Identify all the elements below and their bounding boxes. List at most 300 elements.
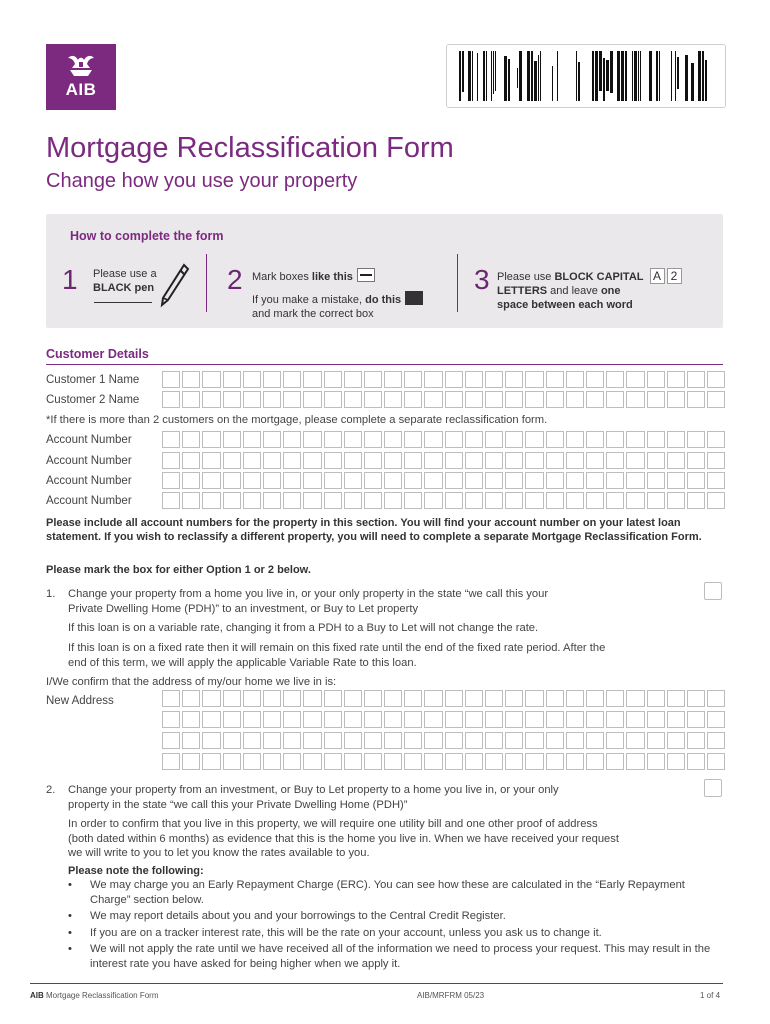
- character-box[interactable]: [647, 472, 665, 489]
- character-box[interactable]: [465, 391, 483, 408]
- character-box[interactable]: [263, 732, 281, 749]
- barcode-graphic: [459, 51, 715, 101]
- character-box[interactable]: [424, 472, 442, 489]
- step-3-line2: [497, 285, 717, 299]
- character-box[interactable]: [525, 690, 543, 707]
- character-box[interactable]: [182, 753, 200, 770]
- character-box[interactable]: [404, 711, 422, 728]
- character-box[interactable]: [485, 753, 503, 770]
- character-box[interactable]: [445, 732, 463, 749]
- character-box[interactable]: [162, 431, 180, 448]
- character-box[interactable]: [445, 492, 463, 509]
- character-box[interactable]: [364, 690, 382, 707]
- character-box[interactable]: [485, 711, 503, 728]
- character-box[interactable]: [303, 391, 321, 408]
- character-box[interactable]: [303, 431, 321, 448]
- character-box[interactable]: [647, 371, 665, 388]
- character-box[interactable]: [546, 711, 564, 728]
- character-box[interactable]: [202, 371, 220, 388]
- character-box[interactable]: [283, 472, 301, 489]
- character-box[interactable]: [384, 711, 402, 728]
- character-box[interactable]: [303, 711, 321, 728]
- character-box[interactable]: [424, 452, 442, 469]
- character-box[interactable]: [647, 391, 665, 408]
- character-box[interactable]: [626, 711, 644, 728]
- character-box[interactable]: [243, 492, 261, 509]
- character-box[interactable]: [344, 711, 362, 728]
- character-box[interactable]: [303, 690, 321, 707]
- character-box[interactable]: [424, 732, 442, 749]
- character-box[interactable]: [525, 753, 543, 770]
- new-address-field-row-2[interactable]: [162, 711, 727, 728]
- character-box[interactable]: [324, 431, 342, 448]
- character-box[interactable]: [566, 391, 584, 408]
- character-box[interactable]: [586, 472, 604, 489]
- character-box[interactable]: [223, 452, 241, 469]
- character-box[interactable]: [606, 371, 624, 388]
- character-box[interactable]: [707, 711, 725, 728]
- character-box[interactable]: [485, 492, 503, 509]
- account-number-2-field[interactable]: [162, 452, 727, 469]
- account-number-1-field[interactable]: [162, 431, 727, 448]
- character-box[interactable]: [485, 732, 503, 749]
- character-box[interactable]: [525, 431, 543, 448]
- character-box[interactable]: [667, 690, 685, 707]
- character-box[interactable]: [667, 371, 685, 388]
- character-box[interactable]: [364, 391, 382, 408]
- character-box[interactable]: [344, 690, 362, 707]
- character-box[interactable]: [243, 753, 261, 770]
- character-box[interactable]: [626, 690, 644, 707]
- character-box[interactable]: [687, 371, 705, 388]
- character-box[interactable]: [202, 732, 220, 749]
- character-box[interactable]: [324, 753, 342, 770]
- character-box[interactable]: [505, 391, 523, 408]
- character-box[interactable]: [303, 753, 321, 770]
- character-box[interactable]: [667, 391, 685, 408]
- character-box[interactable]: [283, 753, 301, 770]
- character-box[interactable]: [525, 732, 543, 749]
- character-box[interactable]: [707, 492, 725, 509]
- character-box[interactable]: [182, 391, 200, 408]
- character-box[interactable]: [546, 452, 564, 469]
- character-box[interactable]: [465, 732, 483, 749]
- character-box[interactable]: [687, 753, 705, 770]
- character-box[interactable]: [606, 431, 624, 448]
- character-box[interactable]: [283, 690, 301, 707]
- character-box[interactable]: [525, 472, 543, 489]
- character-box[interactable]: [606, 472, 624, 489]
- character-box[interactable]: [384, 431, 402, 448]
- character-box[interactable]: [667, 472, 685, 489]
- character-box[interactable]: [586, 391, 604, 408]
- character-box[interactable]: [384, 472, 402, 489]
- account-number-4-field[interactable]: [162, 492, 727, 509]
- character-box[interactable]: [687, 452, 705, 469]
- character-box[interactable]: [626, 431, 644, 448]
- character-box[interactable]: [647, 690, 665, 707]
- new-address-field-row-3[interactable]: [162, 732, 727, 749]
- character-box[interactable]: [283, 431, 301, 448]
- character-box[interactable]: [384, 452, 402, 469]
- character-box[interactable]: [263, 472, 281, 489]
- character-box[interactable]: [162, 690, 180, 707]
- character-box[interactable]: [505, 431, 523, 448]
- character-box[interactable]: [505, 732, 523, 749]
- character-box[interactable]: [202, 452, 220, 469]
- character-box[interactable]: [404, 391, 422, 408]
- character-box[interactable]: [667, 431, 685, 448]
- character-box[interactable]: [324, 371, 342, 388]
- character-box[interactable]: [626, 452, 644, 469]
- character-box[interactable]: [525, 371, 543, 388]
- character-box[interactable]: [586, 711, 604, 728]
- character-box[interactable]: [445, 452, 463, 469]
- character-box[interactable]: [364, 431, 382, 448]
- character-box[interactable]: [707, 753, 725, 770]
- character-box[interactable]: [283, 732, 301, 749]
- character-box[interactable]: [303, 452, 321, 469]
- character-box[interactable]: [626, 753, 644, 770]
- character-box[interactable]: [525, 711, 543, 728]
- character-box[interactable]: [485, 391, 503, 408]
- character-box[interactable]: [364, 452, 382, 469]
- character-box[interactable]: [546, 472, 564, 489]
- character-box[interactable]: [162, 472, 180, 489]
- character-box[interactable]: [243, 711, 261, 728]
- character-box[interactable]: [667, 492, 685, 509]
- character-box[interactable]: [687, 391, 705, 408]
- character-box[interactable]: [182, 690, 200, 707]
- character-box[interactable]: [505, 690, 523, 707]
- character-box[interactable]: [424, 371, 442, 388]
- barcode-bar: [552, 66, 553, 101]
- character-box[interactable]: [626, 391, 644, 408]
- character-box[interactable]: [707, 431, 725, 448]
- character-box[interactable]: [263, 492, 281, 509]
- character-box[interactable]: [243, 472, 261, 489]
- character-box[interactable]: [384, 753, 402, 770]
- character-box[interactable]: [586, 431, 604, 448]
- character-box[interactable]: [324, 711, 342, 728]
- character-box[interactable]: [505, 711, 523, 728]
- character-box[interactable]: [324, 472, 342, 489]
- character-box[interactable]: [606, 391, 624, 408]
- character-box[interactable]: [283, 452, 301, 469]
- character-box[interactable]: [647, 732, 665, 749]
- character-box[interactable]: [344, 371, 362, 388]
- character-box[interactable]: [202, 431, 220, 448]
- character-box[interactable]: [566, 732, 584, 749]
- character-box[interactable]: [465, 753, 483, 770]
- character-box[interactable]: [586, 452, 604, 469]
- character-box[interactable]: [324, 690, 342, 707]
- character-box[interactable]: [344, 452, 362, 469]
- character-box[interactable]: [687, 472, 705, 489]
- step-2-bold: like this: [311, 271, 353, 283]
- character-box[interactable]: [606, 690, 624, 707]
- character-box[interactable]: [465, 711, 483, 728]
- character-box[interactable]: [566, 371, 584, 388]
- character-box[interactable]: [303, 732, 321, 749]
- character-box[interactable]: [344, 732, 362, 749]
- character-box[interactable]: [445, 690, 463, 707]
- character-box[interactable]: [626, 371, 644, 388]
- character-box[interactable]: [707, 732, 725, 749]
- character-box[interactable]: [162, 711, 180, 728]
- character-box[interactable]: [566, 690, 584, 707]
- character-box[interactable]: [445, 711, 463, 728]
- character-box[interactable]: [626, 492, 644, 509]
- customer-1-name-field[interactable]: [162, 371, 727, 388]
- character-box[interactable]: [445, 753, 463, 770]
- character-box[interactable]: [566, 452, 584, 469]
- character-box[interactable]: [344, 492, 362, 509]
- character-box[interactable]: [647, 753, 665, 770]
- character-box[interactable]: [546, 391, 564, 408]
- character-box[interactable]: [707, 391, 725, 408]
- character-box[interactable]: [303, 371, 321, 388]
- option-1-checkbox[interactable]: [704, 582, 722, 600]
- character-box[interactable]: [162, 492, 180, 509]
- character-box[interactable]: [606, 711, 624, 728]
- section-divider: [46, 364, 723, 365]
- character-box[interactable]: [626, 732, 644, 749]
- character-box[interactable]: [263, 371, 281, 388]
- character-box[interactable]: [182, 711, 200, 728]
- character-box[interactable]: [223, 732, 241, 749]
- character-box[interactable]: [687, 732, 705, 749]
- character-box[interactable]: [404, 732, 422, 749]
- character-box[interactable]: [263, 753, 281, 770]
- character-box[interactable]: [606, 452, 624, 469]
- character-box[interactable]: [606, 492, 624, 509]
- character-box[interactable]: [202, 753, 220, 770]
- character-box[interactable]: [223, 753, 241, 770]
- character-box[interactable]: [586, 753, 604, 770]
- character-box[interactable]: [525, 492, 543, 509]
- character-box[interactable]: [223, 492, 241, 509]
- character-box[interactable]: [566, 472, 584, 489]
- character-box[interactable]: [424, 753, 442, 770]
- character-box[interactable]: [404, 431, 422, 448]
- character-box[interactable]: [344, 472, 362, 489]
- character-box[interactable]: [404, 753, 422, 770]
- character-box[interactable]: [445, 472, 463, 489]
- character-box[interactable]: [364, 371, 382, 388]
- character-box[interactable]: [424, 711, 442, 728]
- character-box[interactable]: [162, 732, 180, 749]
- character-box[interactable]: [485, 472, 503, 489]
- character-box[interactable]: [223, 371, 241, 388]
- character-box[interactable]: [505, 472, 523, 489]
- character-box[interactable]: [546, 492, 564, 509]
- character-box[interactable]: [586, 690, 604, 707]
- character-box[interactable]: [707, 472, 725, 489]
- character-box[interactable]: [465, 371, 483, 388]
- character-box[interactable]: [667, 732, 685, 749]
- character-box[interactable]: [223, 391, 241, 408]
- character-box[interactable]: [162, 452, 180, 469]
- character-box[interactable]: [202, 391, 220, 408]
- character-box[interactable]: [182, 431, 200, 448]
- character-box[interactable]: [324, 452, 342, 469]
- character-box[interactable]: [223, 431, 241, 448]
- character-box[interactable]: [243, 371, 261, 388]
- character-box[interactable]: [364, 753, 382, 770]
- character-box[interactable]: [465, 472, 483, 489]
- character-box[interactable]: [364, 711, 382, 728]
- character-box[interactable]: [243, 391, 261, 408]
- character-box[interactable]: [465, 492, 483, 509]
- character-box[interactable]: [546, 753, 564, 770]
- character-box[interactable]: [566, 431, 584, 448]
- character-box[interactable]: [283, 711, 301, 728]
- character-box[interactable]: [445, 391, 463, 408]
- character-box[interactable]: [505, 371, 523, 388]
- character-box[interactable]: [586, 371, 604, 388]
- character-box[interactable]: [384, 492, 402, 509]
- character-box[interactable]: [647, 431, 665, 448]
- character-box[interactable]: [424, 690, 442, 707]
- character-box[interactable]: [525, 452, 543, 469]
- character-box[interactable]: [546, 371, 564, 388]
- character-box[interactable]: [344, 431, 362, 448]
- character-box[interactable]: [586, 492, 604, 509]
- character-box[interactable]: [243, 452, 261, 469]
- character-box[interactable]: [424, 431, 442, 448]
- character-box[interactable]: [182, 472, 200, 489]
- new-address-field-row-4[interactable]: [162, 753, 727, 770]
- character-box[interactable]: [667, 711, 685, 728]
- character-box[interactable]: [525, 391, 543, 408]
- character-box[interactable]: [243, 431, 261, 448]
- character-box[interactable]: [667, 753, 685, 770]
- character-box[interactable]: [324, 391, 342, 408]
- character-box[interactable]: [283, 391, 301, 408]
- character-box[interactable]: [243, 732, 261, 749]
- character-box[interactable]: [546, 732, 564, 749]
- character-box[interactable]: [303, 472, 321, 489]
- character-box[interactable]: [263, 431, 281, 448]
- character-box[interactable]: [546, 690, 564, 707]
- character-box[interactable]: [182, 452, 200, 469]
- character-box[interactable]: [404, 371, 422, 388]
- character-box[interactable]: [202, 711, 220, 728]
- character-box[interactable]: [465, 452, 483, 469]
- character-box[interactable]: [546, 431, 564, 448]
- character-box[interactable]: [223, 472, 241, 489]
- character-box[interactable]: [324, 492, 342, 509]
- character-box[interactable]: [424, 391, 442, 408]
- barcode-bar: [504, 56, 507, 101]
- character-box[interactable]: [485, 690, 503, 707]
- character-box[interactable]: [465, 690, 483, 707]
- step-divider-2: [457, 254, 458, 312]
- character-box[interactable]: [485, 452, 503, 469]
- character-box[interactable]: [404, 452, 422, 469]
- character-box[interactable]: [182, 371, 200, 388]
- character-box[interactable]: [162, 391, 180, 408]
- character-box[interactable]: [404, 492, 422, 509]
- character-box[interactable]: [647, 492, 665, 509]
- character-box[interactable]: [182, 492, 200, 509]
- character-box[interactable]: [707, 452, 725, 469]
- character-box[interactable]: [566, 492, 584, 509]
- character-box[interactable]: [344, 753, 362, 770]
- character-box[interactable]: [687, 431, 705, 448]
- character-box[interactable]: [606, 732, 624, 749]
- character-box[interactable]: [364, 732, 382, 749]
- barcode-bar: [534, 61, 537, 101]
- character-box[interactable]: [263, 391, 281, 408]
- character-box[interactable]: [687, 492, 705, 509]
- new-address-field-row-1[interactable]: [162, 690, 727, 707]
- character-box[interactable]: [687, 711, 705, 728]
- character-box[interactable]: [324, 732, 342, 749]
- character-box[interactable]: [465, 431, 483, 448]
- character-box[interactable]: [647, 711, 665, 728]
- character-box[interactable]: [303, 492, 321, 509]
- character-box[interactable]: [344, 391, 362, 408]
- character-box[interactable]: [263, 690, 281, 707]
- character-box[interactable]: [223, 690, 241, 707]
- character-box[interactable]: [586, 732, 604, 749]
- character-box[interactable]: [384, 391, 402, 408]
- character-box[interactable]: [263, 452, 281, 469]
- character-box[interactable]: [505, 492, 523, 509]
- character-box[interactable]: [404, 472, 422, 489]
- customer-2-name-field[interactable]: [162, 391, 727, 408]
- character-box[interactable]: [202, 492, 220, 509]
- character-box[interactable]: [626, 472, 644, 489]
- character-box[interactable]: [162, 753, 180, 770]
- character-box[interactable]: [707, 690, 725, 707]
- character-box[interactable]: [243, 690, 261, 707]
- character-box[interactable]: [202, 472, 220, 489]
- character-box[interactable]: [445, 371, 463, 388]
- character-box[interactable]: [687, 690, 705, 707]
- character-box[interactable]: [384, 371, 402, 388]
- character-box[interactable]: [384, 732, 402, 749]
- character-box[interactable]: [566, 711, 584, 728]
- character-box[interactable]: [505, 452, 523, 469]
- option-2-checkbox[interactable]: [704, 779, 722, 797]
- character-box[interactable]: [364, 472, 382, 489]
- character-box[interactable]: [485, 431, 503, 448]
- character-box[interactable]: [566, 753, 584, 770]
- character-box[interactable]: [647, 452, 665, 469]
- character-box[interactable]: [384, 690, 402, 707]
- character-box[interactable]: [505, 753, 523, 770]
- character-box[interactable]: [707, 371, 725, 388]
- character-box[interactable]: [223, 711, 241, 728]
- character-box[interactable]: [364, 492, 382, 509]
- character-box[interactable]: [283, 492, 301, 509]
- character-box[interactable]: [162, 371, 180, 388]
- character-box[interactable]: [182, 732, 200, 749]
- account-number-3-field[interactable]: [162, 472, 727, 489]
- character-box[interactable]: [404, 690, 422, 707]
- character-box[interactable]: [424, 492, 442, 509]
- character-box[interactable]: [445, 431, 463, 448]
- character-box[interactable]: [202, 690, 220, 707]
- character-box[interactable]: [667, 452, 685, 469]
- character-box[interactable]: [283, 371, 301, 388]
- character-box[interactable]: [263, 711, 281, 728]
- character-box[interactable]: [485, 371, 503, 388]
- character-box[interactable]: [606, 753, 624, 770]
